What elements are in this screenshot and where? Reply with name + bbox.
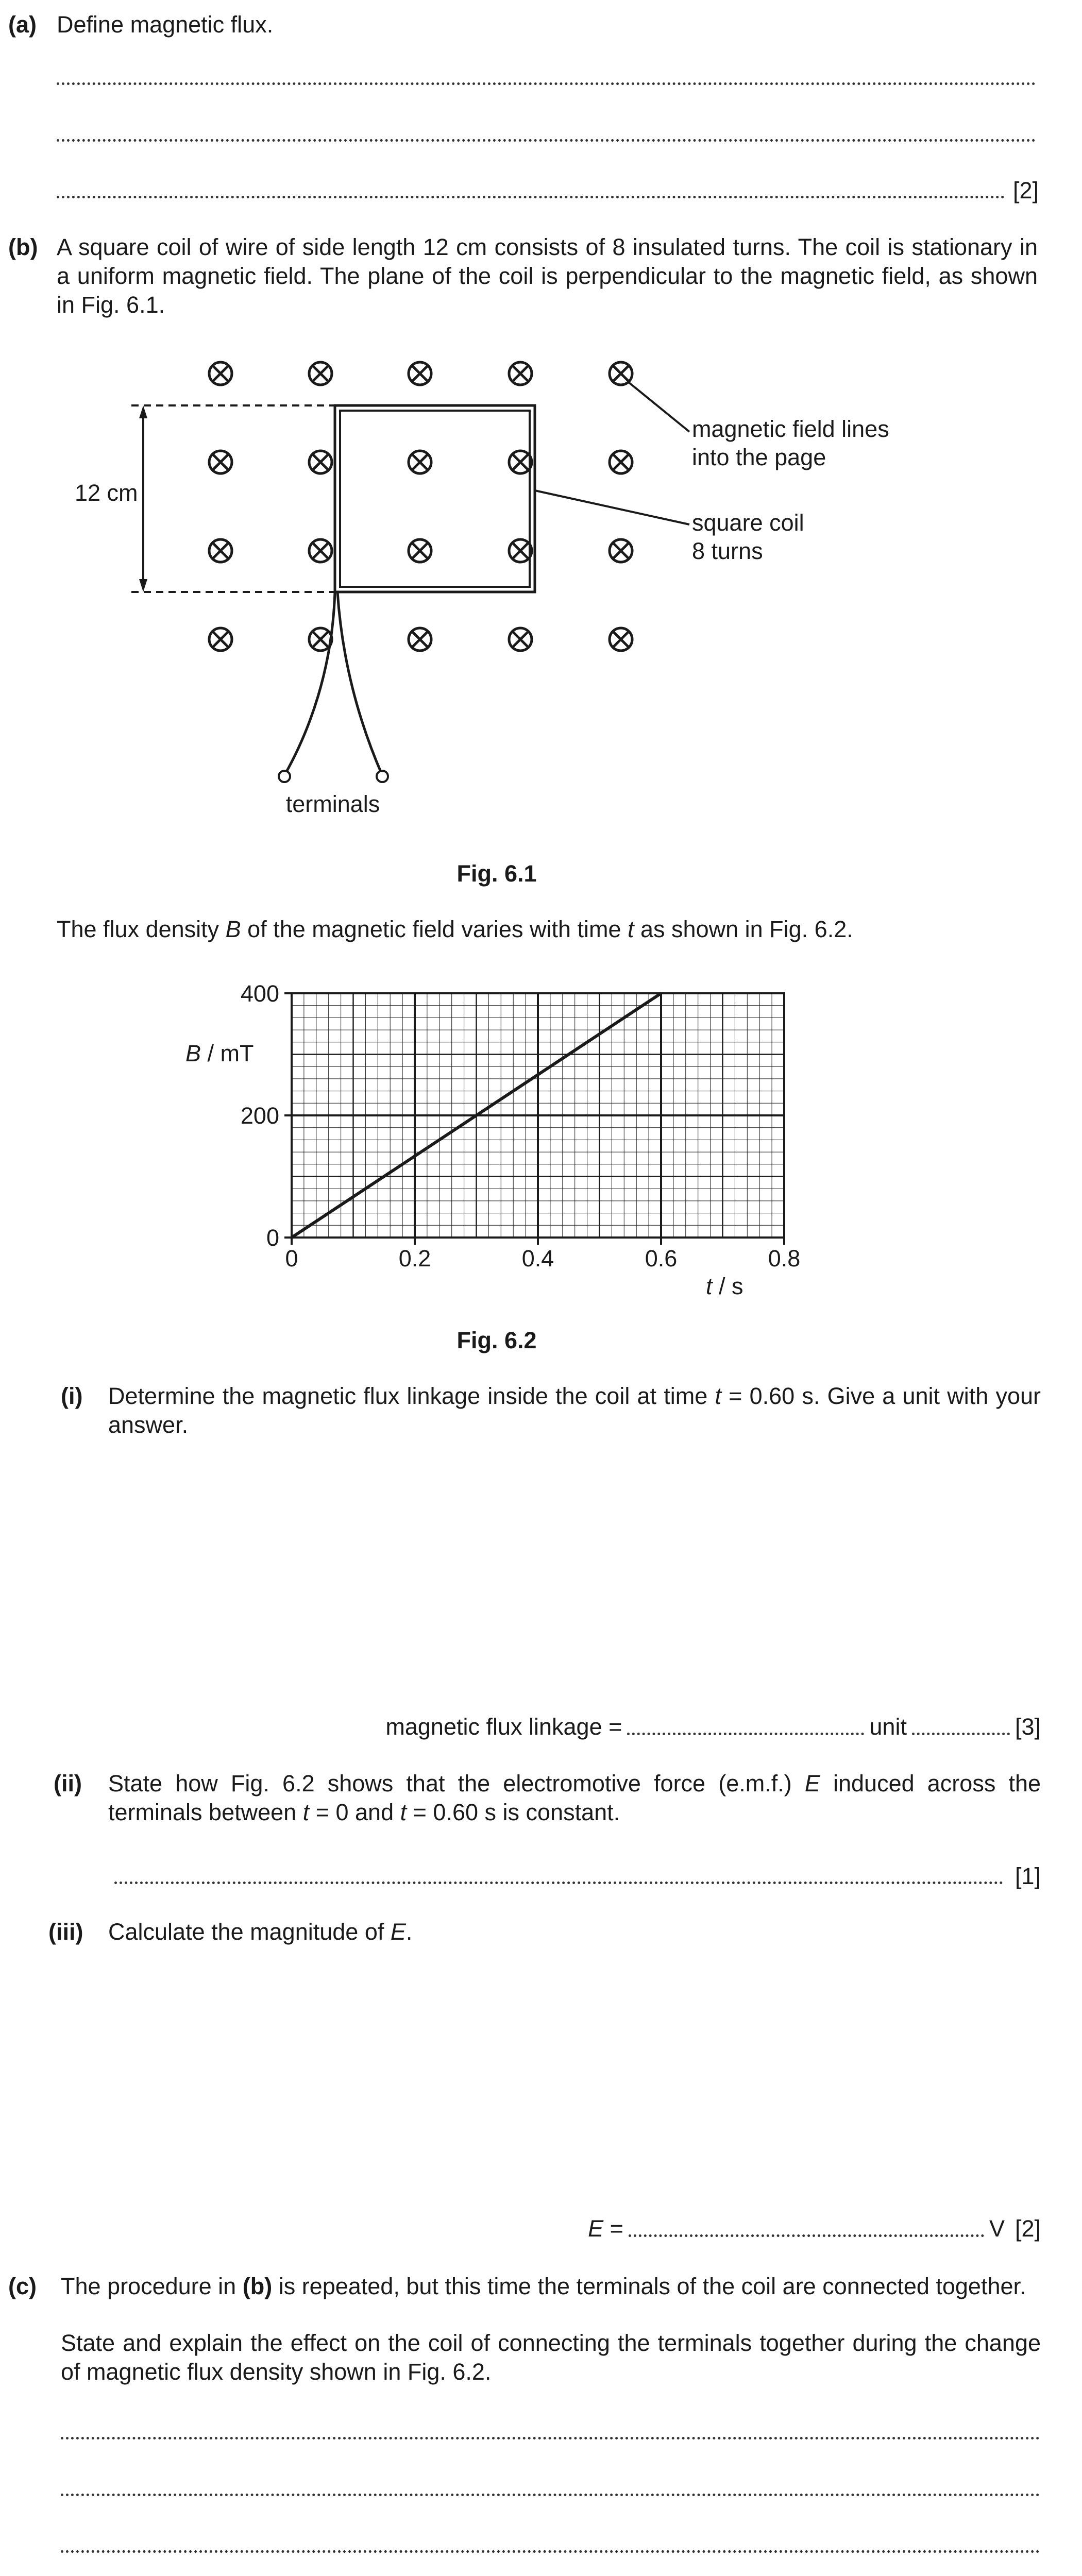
answer-line-c1[interactable] — [61, 2437, 1040, 2439]
field-line-symbol — [509, 451, 532, 473]
flux-density-sentence: The flux density B of the magnetic field varies with time t as shown in Fig. 6.2. — [57, 916, 853, 942]
label-terminals: terminals — [285, 791, 380, 817]
x-tick-label: 0 — [285, 1245, 298, 1272]
y-tick-label: 200 — [240, 1103, 279, 1129]
sub-i-question: Determine the magnetic flux linkage inside the coil at time t = 0.60 s. Give a unit with your answer. — [108, 1383, 1041, 1438]
square-coil — [335, 405, 535, 592]
label-square-coil-2: 8 turns — [692, 538, 763, 564]
unit-label: unit — [869, 1714, 907, 1740]
field-line-symbol — [509, 362, 532, 385]
answer-line-a1[interactable] — [57, 82, 1036, 85]
field-line-symbol — [409, 628, 431, 651]
field-line-symbol — [309, 362, 332, 385]
y-tick-label: 0 — [266, 1225, 279, 1251]
label-field-lines-2: into the page — [692, 444, 826, 470]
figure-6-1 — [0, 330, 1082, 845]
field-line-symbol — [610, 451, 632, 473]
part-b-label: (b) — [8, 234, 38, 260]
answer-line-c3[interactable] — [61, 2550, 1040, 2553]
field-line-symbol — [409, 539, 431, 562]
field-line-symbol — [610, 628, 632, 651]
part-a-question: Define magnetic flux. — [57, 11, 274, 38]
label-field-lines-1: magnetic field lines — [692, 416, 889, 442]
sub-i-answer-row — [385, 1713, 1041, 1741]
flux-linkage-answer-field[interactable] — [627, 1733, 864, 1735]
answer-line-ii[interactable] — [114, 1882, 1003, 1884]
marks-iii: [2] — [1015, 2215, 1041, 2242]
x-tick-label: 0.4 — [521, 1245, 554, 1272]
flux-linkage-label: magnetic flux linkage = — [385, 1714, 622, 1740]
part-b-intro: A square coil of wire of side length 12 cm consists of 8 insulated turns. The coil is stationary in a uniform magnetic field. The plane of the coil is perpendicular to the magnetic field, as shown in Fig. 6.1. — [57, 234, 1038, 318]
e-answer-field[interactable] — [629, 2234, 984, 2237]
field-line-symbol — [509, 628, 532, 651]
y-axis-label: B / mT — [185, 1040, 254, 1066]
field-line-symbol — [209, 539, 232, 562]
sub-ii-question: State how Fig. 6.2 shows that the electromotive force (e.m.f.) E induced across the terminals between t = 0 and t = 0.60 s is constant. — [108, 1770, 1041, 1825]
fig-6-2-caption: Fig. 6.2 — [457, 1327, 537, 1353]
figure-6-2-chart — [0, 969, 1082, 1329]
marks-a: [2] — [1012, 177, 1039, 204]
field-line-symbol — [209, 628, 232, 651]
field-line-symbol — [509, 539, 532, 562]
sub-ii-label: (ii) — [54, 1770, 82, 1797]
dimension-12cm — [131, 405, 335, 592]
answer-line-c2[interactable] — [61, 2494, 1040, 2496]
unit-answer-field[interactable] — [912, 1733, 1010, 1735]
field-line-symbol — [409, 362, 431, 385]
field-line-symbol — [309, 539, 332, 562]
field-line-symbol — [209, 362, 232, 385]
field-line-symbol — [610, 539, 632, 562]
terminal-leads — [279, 592, 388, 782]
fig-6-1-caption: Fig. 6.1 — [457, 860, 537, 887]
part-c-intro: The procedure in (b) is repeated, but this time the terminals of the coil are connected together. — [61, 2273, 1026, 2299]
sub-iii-label: (iii) — [48, 1919, 83, 1945]
answer-line-a3[interactable] — [57, 196, 1005, 198]
sub-iii-answer-row — [588, 2214, 1041, 2243]
x-tick-label: 0.6 — [645, 1245, 678, 1272]
x-tick-label: 0.8 — [768, 1245, 801, 1272]
answer-line-a2[interactable] — [57, 139, 1036, 142]
y-tick-label: 400 — [240, 980, 279, 1007]
marks-ii: [1] — [1015, 1863, 1041, 1889]
e-label: E = — [588, 2215, 623, 2242]
field-line-symbol — [309, 451, 332, 473]
sub-i-label: (i) — [61, 1383, 83, 1409]
sub-iii-question: Calculate the magnitude of E. — [108, 1919, 413, 1945]
field-line-symbol — [409, 451, 431, 473]
label-square-coil-1: square coil — [692, 510, 804, 536]
part-c-question: State and explain the effect on the coil of connecting the terminals together during the change of magnetic flux density shown in Fig. 6.2. — [61, 2330, 1041, 2385]
part-c-label: (c) — [8, 2273, 37, 2299]
x-tick-label: 0.2 — [398, 1245, 431, 1272]
x-axis-label: t / s — [706, 1273, 743, 1299]
marks-i: [3] — [1015, 1714, 1041, 1740]
part-a-label: (a) — [8, 11, 37, 38]
field-line-symbol — [209, 451, 232, 473]
field-line-symbol — [610, 362, 632, 385]
label-12cm: 12 cm — [75, 480, 138, 506]
e-unit: V — [989, 2215, 1005, 2242]
